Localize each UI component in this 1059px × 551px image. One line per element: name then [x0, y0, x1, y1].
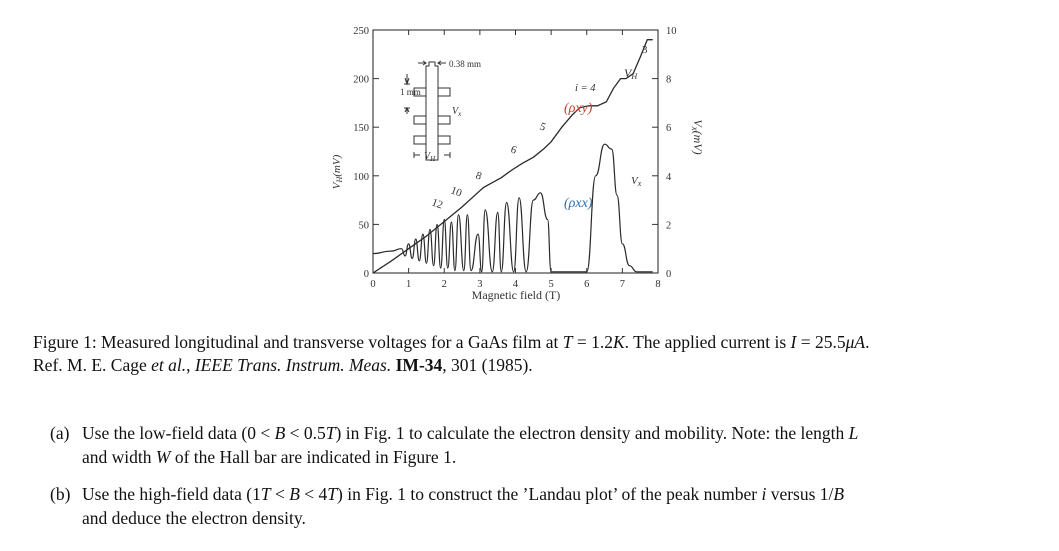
label-rho-xx: (ρxx) — [564, 196, 593, 211]
x-tick-label: 6 — [584, 279, 590, 290]
label-vx-curve: Vx — [631, 175, 642, 188]
left-axis-label: VH(mV) — [331, 154, 344, 190]
x-tick-label: 1 — [406, 279, 412, 290]
y-left-tick-label: 200 — [353, 74, 369, 86]
plateau-label-6: 6 — [508, 143, 519, 157]
question-list — [50, 421, 1010, 543]
y-right-tick-label: 8 — [666, 74, 672, 86]
x-tick-label: 2 — [441, 279, 447, 290]
x-tick-label: 8 — [655, 279, 661, 290]
figure-caption — [33, 331, 1033, 377]
question-b: (b) Use the high-field data (1T < B < 4T) in Fig. 1 to construct the ’Landau plot’ of the peak number i versus 1/B and deduce the electron density. — [50, 484, 845, 528]
caption-line-1: Figure 1: Measured longitudinal and transverse voltages for a GaAs film at T = 1.2K. The applied current is I = 25.5μA. — [33, 332, 870, 352]
plateau-label-5: 5 — [537, 120, 548, 134]
y-left-tick-label: 150 — [353, 123, 369, 135]
x-tick-label: 3 — [477, 279, 483, 290]
y-right-tick-label: 6 — [666, 123, 672, 135]
caption-line-2: Ref. M. E. Cage et al., IEEE Trans. Instrum. Meas. IM-34, 301 (1985). — [33, 355, 533, 375]
plateau-label-12: 12 — [429, 196, 445, 212]
y-right-tick-label: 4 — [666, 171, 672, 183]
x-tick-label: 7 — [619, 279, 625, 290]
question-a-label: (a) — [50, 423, 70, 443]
plateau-label-8: 8 — [473, 169, 484, 183]
y-right-tick-label: 10 — [666, 26, 677, 37]
x-tick-label: 4 — [512, 279, 519, 290]
inset-length-label: 1 mm — [400, 87, 421, 97]
x-tick-label: 5 — [548, 279, 554, 290]
label-rho-xy: (ρxy) — [564, 101, 593, 116]
y-left-tick-label: 100 — [353, 171, 369, 183]
y-right-tick-label: 0 — [666, 269, 672, 280]
y-left-tick-label: 50 — [358, 220, 369, 232]
inset-vx-label: $V_x$ — [452, 106, 462, 118]
question-a: (a) Use the low-field data (0 < B < 0.5T) in Fig. 1 to calculate the electron density and mobility. Note: the length L and width W of the Hall bar are indicated in Figure 1. — [50, 423, 859, 467]
question-b-label: (b) — [50, 484, 71, 504]
label-vh-curve: VH — [624, 66, 638, 81]
right-axis-label: Vx(mV) — [690, 119, 705, 155]
plateau-label-3: 3 — [642, 44, 648, 56]
x-axis-label: Magnetic field (T) — [471, 288, 561, 302]
figure-1 — [320, 12, 710, 312]
x-tick-label: 0 — [370, 279, 376, 290]
plateau-label-10: 10 — [448, 184, 464, 200]
y-left-tick-label: 250 — [353, 26, 369, 37]
y-left-tick-label: 0 — [363, 269, 369, 280]
inset-width-label: 0.38 mm — [449, 59, 482, 69]
label-i-equals-4: i = 4 — [575, 83, 596, 94]
inset-vh-label: $V_H$ — [424, 151, 436, 163]
inset-hall-bar-diagram — [404, 61, 450, 160]
y-right-tick-label: 2 — [666, 220, 672, 232]
series-line-vh — [373, 40, 653, 273]
series-line-vx — [373, 144, 653, 272]
